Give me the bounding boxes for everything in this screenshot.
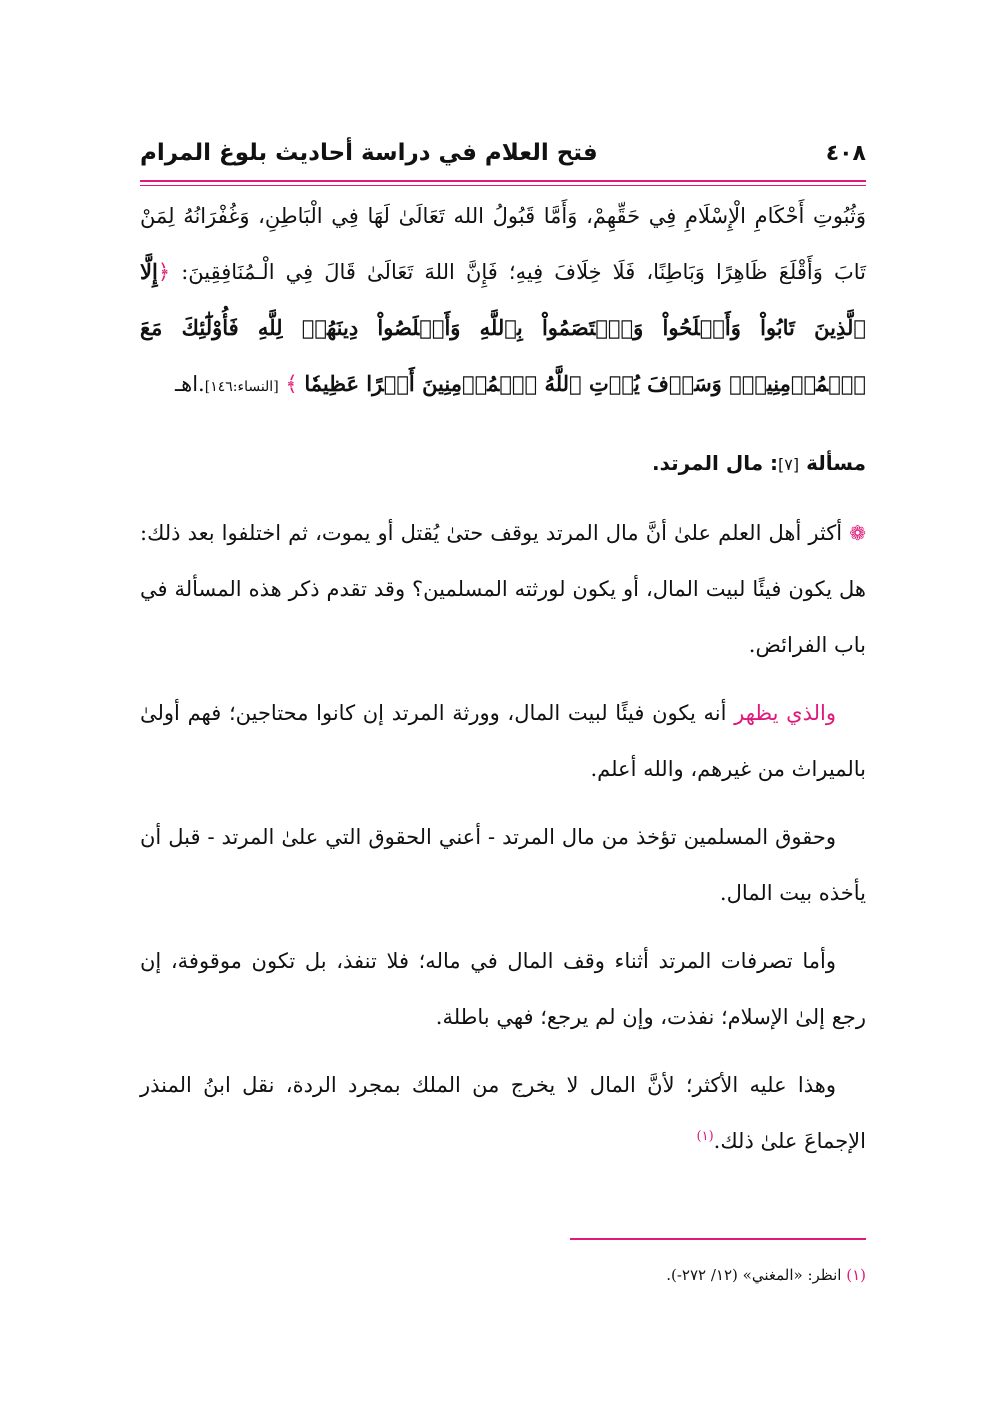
quran-verse: إِلَّا ٱلَّذِينَ تَابُواْ وَأَصۡلَحُواْ وَٱعۡتَصَمُواْ بِٱللَّهِ وَأَخۡلَصُواْ دِينَهُمۡ لِلَّهِ فَأُوْلَٰٓئِكَ مَعَ ٱلۡمُؤۡمِنِينَۖ وَسَوۡفَ يُؤۡتِ ٱللَّهُ ٱلۡمُؤۡمِنِينَ أَجۡرًا عَظِيمٗا	[140, 259, 866, 396]
section-title: : مال المرتد.	[652, 451, 779, 475]
paragraph-text: وهذا عليه الأكثر؛ لأنَّ المال لا يخرج من الملك بمجرد الردة، نقل ابنُ المنذر الإجماعَ علىٰ ذلك.	[140, 1073, 866, 1153]
highlight-phrase: والذي يظهر	[734, 701, 836, 725]
footnote-marker[interactable]: (١)	[696, 1129, 714, 1144]
page-header	[140, 132, 866, 174]
footnote-number: (١)	[846, 1266, 866, 1284]
paragraph-text: وَثُبُوتِ أَحْكَامِ الْإِسْلَامِ فِي حَقِّهِمْ، وَأَمَّا قَبُولُ الله تَعَالَىٰ لَهَا فِي الْبَاطِنِ، وَغُفْرَانُهُ لِمَنْ تَابَ وَأَقْلَعَ ظَاهِرًا وَبَاطِنًا، فَلَا خِلَافَ فِيهِ؛ فَإِنَّ اللهَ تَعَالَىٰ قَالَ فِي الْـمُنَافِقِينَ:	[140, 204, 866, 284]
footnote-text: انظر: «المغني» (١٢/ ٢٧٢-).	[666, 1266, 847, 1284]
section-label: مسألة	[806, 451, 866, 475]
main-text	[140, 188, 866, 1169]
paragraph	[140, 685, 866, 797]
paragraph	[140, 1057, 866, 1169]
section-number: [٧]	[778, 455, 800, 474]
header-rule	[140, 180, 866, 187]
paragraph	[140, 505, 866, 673]
footnote-rule	[570, 1238, 866, 1240]
paragraph	[140, 809, 866, 921]
quran-open-bracket: ﴿	[157, 260, 171, 284]
book-title: فتح العلام في دراسة أحاديث بلوغ المرام	[140, 140, 598, 166]
section-heading	[140, 435, 866, 493]
page-number: ٤٠٨	[825, 140, 866, 166]
quote-end: .اهـ	[174, 372, 205, 396]
paragraph-text: أنه يكون فيئًا لبيت المال، وورثة المرتد إن كانوا محتاجين؛ فهم أولىٰ بالميراث من غيرهم، والله أعلم.	[140, 701, 866, 781]
paragraph-continued	[140, 188, 866, 415]
paragraph	[140, 933, 866, 1045]
quran-reference: [النساء:١٤٦]	[204, 379, 279, 395]
footnote	[140, 1262, 866, 1288]
paragraph-text: وحقوق المسلمين تؤخذ من مال المرتد - أعني الحقوق التي علىٰ المرتد - قبل أن يأخذه بيت المال.	[140, 825, 866, 905]
quran-close-bracket: ﴾	[285, 372, 298, 396]
paragraph-text: وأما تصرفات المرتد أثناء وقف المال في ماله؛ فلا تنفذ، بل تكون موقوفة، إن رجع إلىٰ الإسلام؛ نفذت، وإن لم يرجع؛ فهي باطلة.	[140, 949, 866, 1029]
flower-bullet-icon: ❁	[849, 521, 866, 545]
paragraph-text: أكثر أهل العلم علىٰ أنَّ مال المرتد يوقف حتىٰ يُقتل أو يموت، ثم اختلفوا بعد ذلك: هل يكون فيئًا لبيت المال، أو يكون لورثته المسلمين؟ وقد تقدم ذكر هذه المسألة في باب الفرائض.	[140, 521, 866, 657]
